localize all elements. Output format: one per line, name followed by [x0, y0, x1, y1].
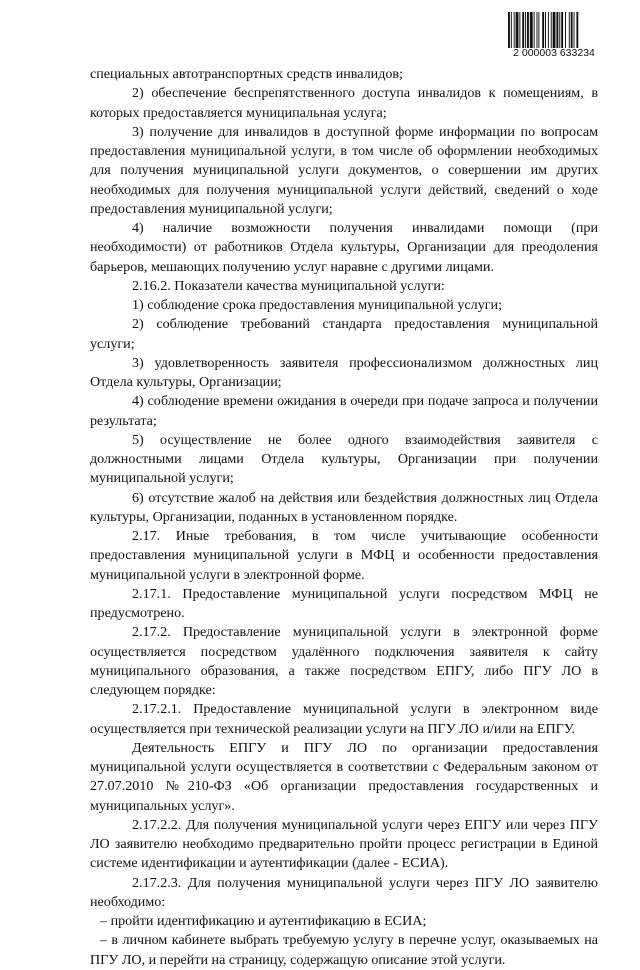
barcode-number: 2 000003 633234: [513, 47, 595, 59]
paragraph: 2.17. Иные требования, в том числе учитывающие особенности предоставления муниципальной услуги в МФЦ и особенности предоставления муниципальной услуги в электронной форме.: [90, 528, 598, 583]
paragraph: 2.17.1. Предоставление муниципальной услуги посредством МФЦ не предусмотрено.: [90, 585, 598, 621]
paragraph: 2) соблюдение требований стандарта предоставления муниципальной услуги;: [90, 316, 598, 352]
paragraph: 2) обеспечение беспрепятственного доступа инвалидов к помещениям, в которых предоставляется муниципальная услуга;: [90, 85, 598, 121]
paragraph: 4) наличие возможности получения инвалидами помощи (при необходимости) от работников Отдела культуры, Организации для преодоления барьеров, мешающих получению услуг наравне с другими лицами.: [90, 220, 598, 275]
paragraph: 3) получение для инвалидов в доступной форме информации по вопросам предоставления муниципальной услуги, в том числе об оформлении необходимых для получения муниципальной услуги документов, о совершении им других необходимых для получения муниципальной услуги действий, сведений о ходе предоставления муниципальной услуги;: [90, 123, 598, 217]
paragraph: 1) соблюдение срока предоставления муниципальной услуги;: [132, 297, 502, 313]
paragraph: 2.17.2.2. Для получения муниципальной услуги через ЕПГУ или через ПГУ ЛО заявителю необходимо предварительно пройти процесс регистрации в Единой системе идентификации и аутентификации (далее - ЕСИА).: [90, 816, 598, 872]
paragraph: 5) осуществление не более одного взаимодействия заявителя с должностными лицами Отдела культуры, Организации при получении муниципальной услуги;: [90, 431, 598, 487]
paragraph: 3) удовлетворенность заявителя профессионализмом должностных лиц Отдела культуры, Организации;: [90, 354, 598, 390]
list-item: – в личном кабинете выбрать требуемую услугу в перечне услуг, оказываемых на ПГУ ЛО, и перейти на страницу, содержащую описание этой услуги.: [90, 932, 598, 968]
list-item: – пройти идентификацию и аутентификацию в ЕСИА;: [100, 913, 427, 929]
paragraph: специальных автотранспортных средств инвалидов;: [90, 66, 404, 82]
paragraph: 2.16.2. Показатели качества муниципальной услуги:: [132, 277, 445, 294]
paragraph: 2.17.2. Предоставление муниципальной услуги в электронной форме осуществляется посредством удалённого подключения заявителя к сайту муниципального образования, а также посредством ЕПГУ, либо ПГУ ЛО в следующем порядке:: [90, 624, 598, 698]
paragraph: 2.17.2.1. Предоставление муниципальной услуги в электронном виде осуществляется при технической реализации услуги на ПГУ ЛО и/или на ЕПГУ.: [90, 701, 598, 737]
barcode-bars: [508, 12, 600, 48]
paragraph: 4) соблюдение времени ожидания в очереди при подаче запроса и получении результата;: [90, 393, 598, 429]
document-body: [90, 65, 598, 970]
paragraph: 2.17.2.3. Для получения муниципальной услуги через ПГУ ЛО заявителю необходимо:: [90, 874, 598, 910]
barcode: [508, 12, 600, 58]
paragraph: Деятельность ЕПГУ и ПГУ ЛО по организации предоставления муниципальной услуги осуществляется в соответствии с Федеральным законом от 27.07.2010 №210-ФЗ «Об организации предоставления государственных и муниципальных услуг».: [90, 739, 598, 814]
paragraph: 6) отсутствие жалоб на действия или бездействия должностных лиц Отдела культуры, Организации, поданных в установленном порядке.: [90, 489, 598, 525]
